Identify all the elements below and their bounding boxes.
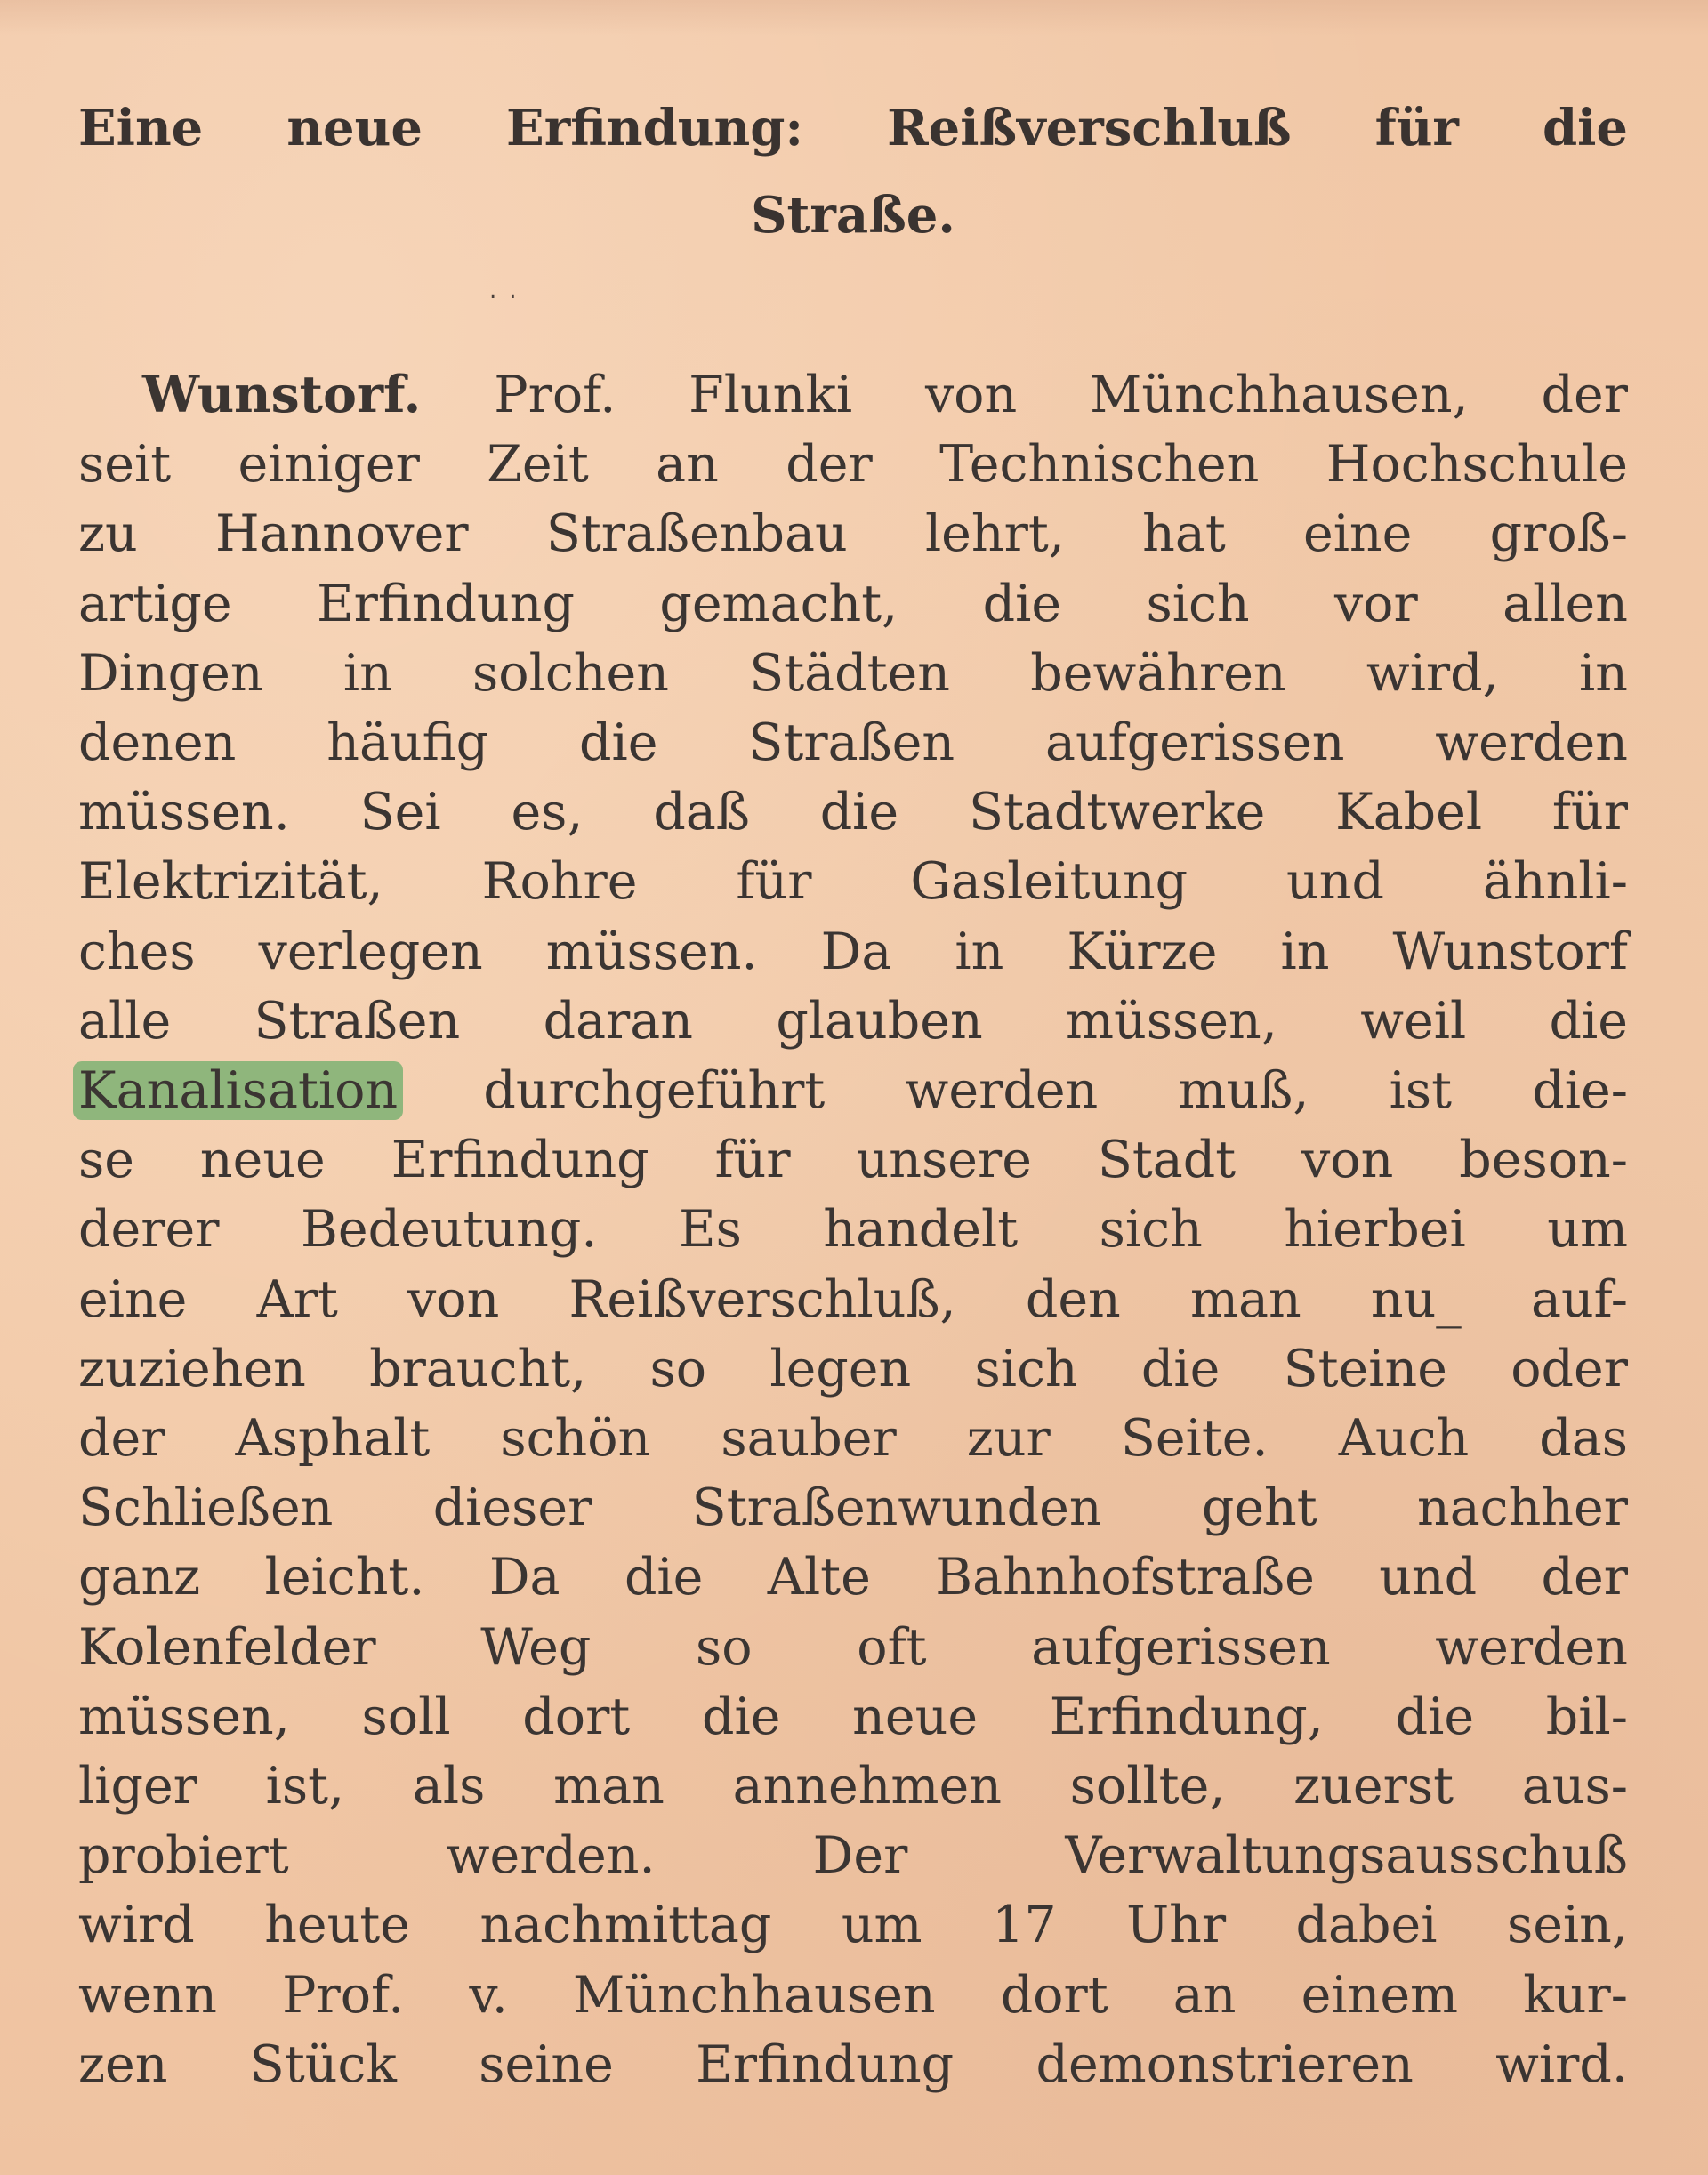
- article-line: der Asphalt schön sauber zur Seite. Auch das: [78, 1409, 1628, 1469]
- article-line: Kolenfelder Weg so oft aufgerissen werden: [78, 1617, 1628, 1677]
- article-line: Elektrizität, Rohre für Gasleitung und ähnli-: [78, 852, 1628, 912]
- article-line: se neue Erfindung für unsere Stadt von beson-: [78, 1131, 1628, 1190]
- article-line: zuziehen braucht, so legen sich die Steine oder: [78, 1339, 1628, 1398]
- article-line: alle Straßen daran glauben müssen, weil die: [78, 991, 1628, 1051]
- article-line: [78, 1056, 1628, 1125]
- article-line: ganz leicht. Da die Alte Bahnhofstraße und der: [78, 1548, 1628, 1607]
- headline-line-2: Straße.: [751, 186, 955, 245]
- article-line: probiert werden. Der Verwaltungsausschuß: [78, 1826, 1628, 1886]
- article-line: zen Stück seine Erfindung demonstrieren wird.: [78, 2034, 1628, 2094]
- highlighted-word: Kanalisation: [73, 1061, 403, 1120]
- article-line: denen häufig die Straßen aufgerissen werden: [78, 713, 1628, 773]
- headline: [78, 93, 1628, 250]
- article-body: [78, 360, 1628, 2099]
- article-line: artige Erfindung gemacht, die sich vor allen: [78, 574, 1628, 633]
- article-line-text: durchgeführt werden muß, ist die-: [483, 1061, 1628, 1121]
- article-line: Dingen in solchen Städten bewähren wird, in: [78, 643, 1628, 703]
- article-line: wenn Prof. v. Münchhausen dort an einem kur-: [78, 1965, 1628, 2025]
- article-line: müssen, soll dort die neue Erfindung, die bil-: [78, 1687, 1628, 1746]
- article-line: eine Art von Reißverschluß, den man nu_ auf-: [78, 1269, 1628, 1329]
- article-line: liger ist, als man annehmen sollte, zuerst aus-: [78, 1757, 1628, 1817]
- article-line: müssen. Sei es, daß die Stadtwerke Kabel für: [78, 783, 1628, 842]
- paper-fold-shadow: [0, 0, 1708, 36]
- article-line: ches verlegen müssen. Da in Kürze in Wunstorf: [78, 922, 1628, 981]
- article-line: zu Hannover Straßenbau lehrt, hat eine groß-: [78, 504, 1628, 564]
- article-line: derer Bedeutung. Es handelt sich hierbei um: [78, 1200, 1628, 1260]
- article-line-text: Prof. Flunki von Münchhausen, der: [494, 366, 1628, 424]
- dateline: Wunstorf.: [142, 365, 422, 424]
- headline-line-1: Eine neue Erfindung: Reißverschluß für die: [78, 99, 1628, 157]
- article-line: seit einiger Zeit an der Technischen Hochschule: [78, 435, 1628, 495]
- article-line: [78, 360, 1628, 430]
- article-line: Schließen dieser Straßenwunden geht nachher: [78, 1478, 1628, 1538]
- separator-dots: ..: [489, 278, 529, 304]
- article-line: wird heute nachmittag um 17 Uhr dabei sein,: [78, 1896, 1628, 1955]
